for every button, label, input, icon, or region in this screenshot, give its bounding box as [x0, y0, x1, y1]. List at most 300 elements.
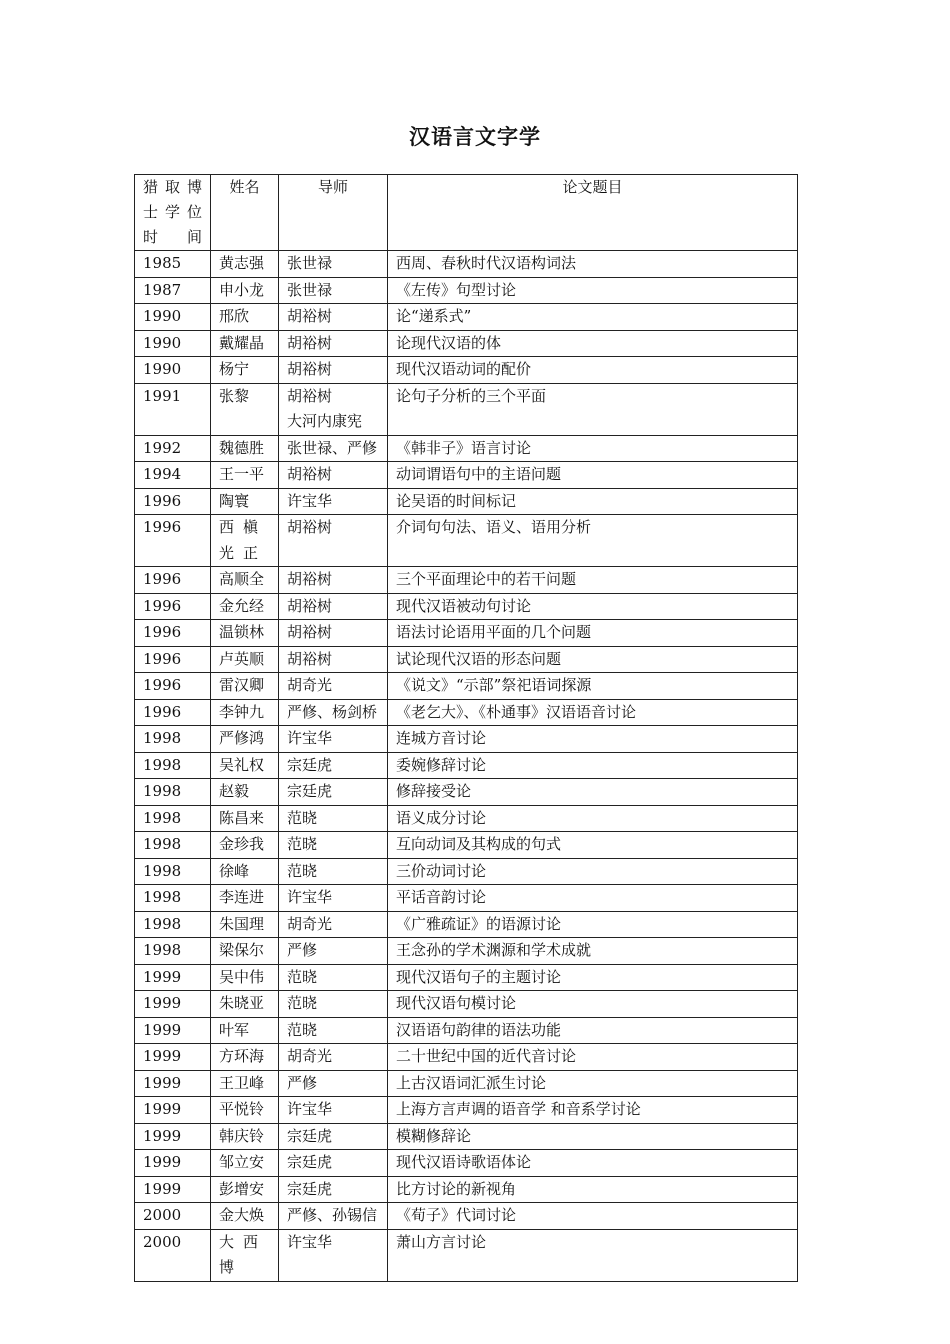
- name-text: 金允经: [219, 596, 265, 615]
- year-text: 1998: [143, 914, 182, 933]
- cell-advisor: [279, 1070, 388, 1097]
- advisor-text: 胡奇光: [287, 676, 333, 694]
- thesis-text: 上古汉语词汇派生讨论: [396, 1073, 547, 1092]
- year-text: 1999: [143, 1020, 182, 1039]
- table-row: [135, 885, 798, 912]
- cell-year: [135, 885, 211, 912]
- table-row: [135, 1176, 798, 1203]
- header-advisor: 导师: [279, 175, 388, 251]
- header-name: 姓名: [211, 175, 279, 251]
- name-text: 大西博: [219, 1232, 268, 1276]
- table-row: [135, 515, 798, 567]
- cell-name: [211, 779, 279, 806]
- cell-name: [211, 1123, 279, 1150]
- cell-advisor: [279, 593, 388, 620]
- name-text: 梁保尔: [219, 941, 265, 959]
- name-text: 金珍我: [219, 835, 265, 853]
- year-text: 1996: [143, 623, 182, 641]
- year-text: 1996: [143, 596, 182, 615]
- advisor-text: 胡裕树: [287, 518, 333, 536]
- cell-year: [135, 832, 211, 859]
- cell-year: [135, 1017, 211, 1044]
- cell-thesis: [388, 805, 798, 832]
- cell-advisor: [279, 462, 388, 489]
- name-text: 金大焕: [219, 1206, 265, 1224]
- year-text: 1998: [143, 941, 182, 959]
- cell-thesis: [388, 964, 798, 991]
- year-text: 1987: [143, 280, 182, 299]
- cell-thesis: [388, 726, 798, 753]
- cell-advisor: [279, 1150, 388, 1177]
- cell-year: [135, 462, 211, 489]
- table-row: [135, 357, 798, 384]
- cell-name: [211, 646, 279, 673]
- advisor-text: 胡裕树: [287, 333, 333, 352]
- advisor-text: 范晓: [287, 967, 318, 986]
- year-text: 1999: [143, 1073, 182, 1092]
- thesis-text: 《荀子》代词讨论: [396, 1206, 517, 1224]
- thesis-text: 王念孙的学术渊源和学术成就: [396, 941, 592, 959]
- cell-year: [135, 991, 211, 1018]
- year-text: 1999: [143, 1179, 182, 1198]
- cell-advisor: [279, 938, 388, 965]
- cell-name: [211, 435, 279, 462]
- cell-thesis: [388, 1070, 798, 1097]
- advisor-text: 大河内康宪: [287, 412, 363, 430]
- cell-year: [135, 277, 211, 304]
- advisor-text: 胡裕树: [287, 465, 333, 483]
- cell-year: [135, 752, 211, 779]
- table-row: [135, 620, 798, 647]
- table-row: [135, 277, 798, 304]
- cell-name: [211, 462, 279, 489]
- cell-advisor: [279, 699, 388, 726]
- cell-thesis: [388, 515, 798, 567]
- cell-thesis: [388, 1203, 798, 1230]
- thesis-text: 汉语语句韵律的语法功能: [396, 1020, 562, 1039]
- cell-thesis: [388, 832, 798, 859]
- thesis-text: 三价动词讨论: [396, 861, 487, 880]
- table-row: [135, 462, 798, 489]
- advisor-text: 张世禄: [287, 280, 333, 299]
- year-text: 1996: [143, 649, 182, 668]
- year-text: 1991: [143, 386, 182, 405]
- cell-year: [135, 330, 211, 357]
- cell-thesis: [388, 991, 798, 1018]
- year-text: 1998: [143, 729, 182, 747]
- cell-advisor: [279, 1097, 388, 1124]
- cell-thesis: [388, 673, 798, 700]
- cell-advisor: [279, 567, 388, 594]
- cell-name: [211, 1203, 279, 1230]
- cell-name: [211, 357, 279, 384]
- table-row: [135, 1203, 798, 1230]
- year-text: 1999: [143, 1126, 182, 1145]
- cell-advisor: [279, 304, 388, 331]
- cell-name: [211, 593, 279, 620]
- year-text: 1999: [143, 1047, 182, 1065]
- cell-thesis: [388, 1150, 798, 1177]
- year-text: 2000: [143, 1206, 182, 1224]
- cell-name: [211, 1070, 279, 1097]
- cell-year: [135, 1229, 211, 1281]
- cell-year: [135, 567, 211, 594]
- table-row: [135, 646, 798, 673]
- thesis-text: 论现代汉语的体: [396, 333, 502, 352]
- name-text: 王卫峰: [219, 1073, 265, 1092]
- advisor-text: 胡裕树: [287, 386, 333, 405]
- table-row: [135, 832, 798, 859]
- advisor-text: 许宝华: [287, 729, 333, 747]
- thesis-text: 上海方言声调的语音学 和音系学讨论: [396, 1100, 641, 1118]
- name-text: 吴礼权: [219, 755, 265, 774]
- year-text: 1998: [143, 861, 182, 880]
- name-text: 朱国理: [219, 914, 265, 933]
- thesis-text: 《韩非子》语言讨论: [396, 438, 532, 457]
- thesis-text: 平话音韵讨论: [396, 888, 487, 906]
- table-row: [135, 1229, 798, 1281]
- cell-advisor: [279, 1017, 388, 1044]
- header-thesis: 论文题目: [388, 175, 798, 251]
- thesis-text: 论句子分析的三个平面: [396, 386, 547, 405]
- name-text: 戴耀晶: [219, 333, 265, 352]
- cell-name: [211, 620, 279, 647]
- cell-thesis: [388, 752, 798, 779]
- year-text: 1994: [143, 465, 182, 483]
- table-row: [135, 911, 798, 938]
- name-text: 陶寰: [219, 491, 250, 510]
- table-row: [135, 330, 798, 357]
- cell-name: [211, 1176, 279, 1203]
- thesis-text: 现代汉语句模讨论: [396, 994, 517, 1012]
- year-text: 1998: [143, 782, 182, 800]
- name-text: 西槇光正: [219, 518, 268, 562]
- thesis-text: 三个平面理论中的若干问题: [396, 570, 577, 588]
- advisor-text: 胡裕树: [287, 307, 333, 325]
- cell-year: [135, 251, 211, 278]
- cell-thesis: [388, 1176, 798, 1203]
- table-row: [135, 1070, 798, 1097]
- cell-year: [135, 1176, 211, 1203]
- cell-year: [135, 435, 211, 462]
- thesis-text: 论吴语的时间标记: [396, 491, 517, 510]
- cell-advisor: [279, 885, 388, 912]
- year-text: 1985: [143, 254, 182, 272]
- cell-advisor: [279, 991, 388, 1018]
- thesis-text: 动词谓语句中的主语问题: [396, 465, 562, 483]
- year-text: 1999: [143, 994, 182, 1012]
- cell-year: [135, 383, 211, 435]
- cell-name: [211, 1044, 279, 1071]
- cell-name: [211, 515, 279, 567]
- degree-table: [134, 174, 798, 1282]
- name-text: 魏德胜: [219, 438, 265, 457]
- header-year: 猎取博士学位时间: [135, 175, 211, 251]
- table-row: [135, 858, 798, 885]
- cell-thesis: [388, 304, 798, 331]
- cell-thesis: [388, 779, 798, 806]
- cell-name: [211, 832, 279, 859]
- cell-name: [211, 938, 279, 965]
- cell-advisor: [279, 620, 388, 647]
- cell-advisor: [279, 1044, 388, 1071]
- year-text: 1992: [143, 438, 182, 457]
- thesis-text: 现代汉语被动句讨论: [396, 596, 532, 615]
- table-row: [135, 304, 798, 331]
- cell-thesis: [388, 646, 798, 673]
- name-text: 卢英顺: [219, 649, 265, 668]
- thesis-text: 模糊修辞论: [396, 1126, 472, 1145]
- advisor-text: 范晓: [287, 1020, 318, 1039]
- year-text: 1996: [143, 570, 182, 588]
- table-row: [135, 991, 798, 1018]
- cell-name: [211, 673, 279, 700]
- name-text: 黄志强: [219, 254, 265, 272]
- advisor-text: 范晓: [287, 861, 318, 880]
- advisor-text: 胡裕树: [287, 649, 333, 668]
- cell-thesis: [388, 488, 798, 515]
- year-text: 1990: [143, 360, 182, 378]
- cell-thesis: [388, 1123, 798, 1150]
- table-row: [135, 1017, 798, 1044]
- name-text: 陈昌来: [219, 808, 265, 827]
- cell-name: [211, 1017, 279, 1044]
- name-text: 李连进: [219, 888, 265, 906]
- name-text: 雷汉卿: [219, 676, 265, 694]
- name-text: 方环海: [219, 1047, 265, 1065]
- cell-thesis: [388, 938, 798, 965]
- cell-advisor: [279, 911, 388, 938]
- year-text: 1998: [143, 755, 182, 774]
- thesis-text: 语法讨论语用平面的几个问题: [396, 623, 592, 641]
- cell-advisor: [279, 726, 388, 753]
- cell-thesis: [388, 357, 798, 384]
- table-row: [135, 488, 798, 515]
- table-row: [135, 726, 798, 753]
- advisor-text: 许宝华: [287, 1232, 333, 1251]
- name-text: 赵毅: [219, 782, 250, 800]
- advisor-text: 范晓: [287, 994, 318, 1012]
- name-text: 邹立安: [219, 1153, 265, 1171]
- thesis-text: 现代汉语动词的配价: [396, 360, 532, 378]
- cell-thesis: [388, 858, 798, 885]
- cell-year: [135, 620, 211, 647]
- advisor-text: 张世禄、严修: [287, 438, 378, 457]
- table-row: [135, 699, 798, 726]
- cell-name: [211, 251, 279, 278]
- cell-name: [211, 304, 279, 331]
- cell-year: [135, 699, 211, 726]
- cell-year: [135, 911, 211, 938]
- cell-year: [135, 1097, 211, 1124]
- cell-name: [211, 858, 279, 885]
- cell-advisor: [279, 435, 388, 462]
- table-row: [135, 435, 798, 462]
- cell-year: [135, 1203, 211, 1230]
- table-row: [135, 1044, 798, 1071]
- name-text: 张黎: [219, 386, 250, 405]
- cell-name: [211, 911, 279, 938]
- table-row: [135, 383, 798, 435]
- advisor-text: 胡奇光: [287, 1047, 333, 1065]
- cell-year: [135, 1150, 211, 1177]
- cell-thesis: [388, 1044, 798, 1071]
- name-text: 申小龙: [219, 280, 265, 299]
- advisor-text: 宗廷虎: [287, 1179, 333, 1198]
- advisor-text: 宗廷虎: [287, 782, 333, 800]
- cell-advisor: [279, 515, 388, 567]
- name-text: 邢欣: [219, 307, 250, 325]
- cell-advisor: [279, 1123, 388, 1150]
- cell-year: [135, 964, 211, 991]
- cell-thesis: [388, 383, 798, 435]
- year-text: 1996: [143, 676, 182, 694]
- advisor-text: 宗廷虎: [287, 755, 333, 774]
- table-row: [135, 1097, 798, 1124]
- name-text: 徐峰: [219, 861, 250, 880]
- cell-thesis: [388, 567, 798, 594]
- advisor-text: 许宝华: [287, 888, 333, 906]
- cell-name: [211, 567, 279, 594]
- cell-year: [135, 1123, 211, 1150]
- cell-thesis: [388, 435, 798, 462]
- table-row: [135, 752, 798, 779]
- thesis-text: 语义成分讨论: [396, 808, 487, 827]
- year-text: 1998: [143, 835, 182, 853]
- thesis-text: 比方讨论的新视角: [396, 1179, 517, 1198]
- thesis-text: 互向动词及其构成的句式: [396, 835, 562, 853]
- cell-advisor: [279, 779, 388, 806]
- advisor-text: 胡奇光: [287, 914, 333, 933]
- cell-thesis: [388, 1229, 798, 1281]
- cell-advisor: [279, 858, 388, 885]
- cell-thesis: [388, 1017, 798, 1044]
- thesis-text: 修辞接受论: [396, 782, 472, 800]
- cell-year: [135, 488, 211, 515]
- advisor-text: 许宝华: [287, 1100, 333, 1118]
- cell-thesis: [388, 593, 798, 620]
- table-row: [135, 1150, 798, 1177]
- table-row: [135, 251, 798, 278]
- name-text: 平悦铃: [219, 1100, 265, 1118]
- name-text: 李钟九: [219, 702, 265, 721]
- thesis-text: 《老乞大》、《朴通事》汉语语音讨论: [396, 702, 637, 721]
- cell-year: [135, 646, 211, 673]
- cell-year: [135, 1070, 211, 1097]
- cell-name: [211, 330, 279, 357]
- year-text: 1996: [143, 702, 182, 721]
- name-text: 叶军: [219, 1020, 250, 1039]
- cell-advisor: [279, 488, 388, 515]
- thesis-text: 试论现代汉语的形态问题: [396, 649, 562, 668]
- cell-advisor: [279, 251, 388, 278]
- cell-thesis: [388, 620, 798, 647]
- thesis-text: 现代汉语句子的主题讨论: [396, 967, 562, 986]
- cell-name: [211, 1097, 279, 1124]
- cell-year: [135, 1044, 211, 1071]
- year-text: 1999: [143, 1153, 182, 1171]
- cell-year: [135, 805, 211, 832]
- cell-name: [211, 752, 279, 779]
- cell-year: [135, 938, 211, 965]
- advisor-text: 胡裕树: [287, 360, 333, 378]
- name-text: 朱晓亚: [219, 994, 265, 1012]
- cell-year: [135, 858, 211, 885]
- advisor-text: 胡裕树: [287, 570, 333, 588]
- year-text: 1990: [143, 333, 182, 352]
- name-text: 高顺全: [219, 570, 265, 588]
- name-text: 彭增安: [219, 1179, 265, 1198]
- advisor-text: 范晓: [287, 835, 318, 853]
- thesis-text: 《广雅疏证》的语源讨论: [396, 914, 562, 933]
- cell-advisor: [279, 805, 388, 832]
- thesis-text: 《说文》“示部”祭祀语词探源: [396, 676, 592, 694]
- cell-advisor: [279, 646, 388, 673]
- cell-name: [211, 805, 279, 832]
- cell-name: [211, 885, 279, 912]
- cell-year: [135, 726, 211, 753]
- year-text: 1999: [143, 1100, 182, 1118]
- cell-thesis: [388, 699, 798, 726]
- table-row: [135, 964, 798, 991]
- cell-year: [135, 673, 211, 700]
- cell-advisor: [279, 752, 388, 779]
- cell-thesis: [388, 277, 798, 304]
- advisor-text: 宗廷虎: [287, 1153, 333, 1171]
- cell-thesis: [388, 330, 798, 357]
- table-row: [135, 779, 798, 806]
- cell-year: [135, 304, 211, 331]
- name-text: 王一平: [219, 465, 265, 483]
- table-row: [135, 593, 798, 620]
- year-text: 2000: [143, 1232, 182, 1251]
- cell-name: [211, 383, 279, 435]
- cell-advisor: [279, 383, 388, 435]
- cell-name: [211, 1229, 279, 1281]
- cell-name: [211, 991, 279, 1018]
- advisor-text: 胡裕树: [287, 623, 333, 641]
- cell-name: [211, 964, 279, 991]
- cell-thesis: [388, 885, 798, 912]
- cell-name: [211, 277, 279, 304]
- table-row: [135, 938, 798, 965]
- advisor-text: 严修: [287, 941, 318, 959]
- table-row: [135, 673, 798, 700]
- advisor-text: 范晓: [287, 808, 318, 827]
- year-text: 1996: [143, 491, 182, 510]
- year-text: 1996: [143, 518, 182, 536]
- cell-advisor: [279, 277, 388, 304]
- cell-advisor: [279, 673, 388, 700]
- cell-name: [211, 1150, 279, 1177]
- cell-advisor: [279, 832, 388, 859]
- name-text: 严修鸿: [219, 729, 265, 747]
- page-title: 汉语言文字学: [409, 124, 541, 149]
- cell-year: [135, 779, 211, 806]
- advisor-text: 胡裕树: [287, 596, 333, 615]
- cell-thesis: [388, 1097, 798, 1124]
- thesis-text: 连城方音讨论: [396, 729, 487, 747]
- thesis-text: 二十世纪中国的近代音讨论: [396, 1047, 577, 1065]
- cell-advisor: [279, 1203, 388, 1230]
- cell-name: [211, 699, 279, 726]
- thesis-text: 介词句句法、语义、语用分析: [396, 518, 592, 536]
- cell-name: [211, 726, 279, 753]
- cell-year: [135, 357, 211, 384]
- thesis-text: 现代汉语诗歌语体论: [396, 1153, 532, 1171]
- year-text: 1998: [143, 808, 182, 827]
- cell-advisor: [279, 330, 388, 357]
